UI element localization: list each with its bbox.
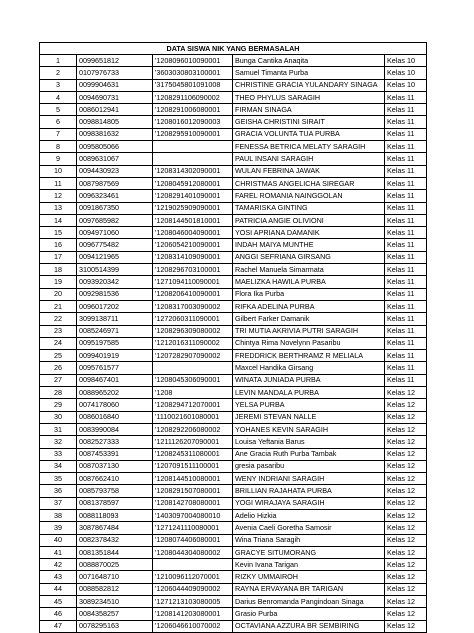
table-row [40, 141, 427, 153]
class-cell: Kelas 11 [385, 153, 427, 165]
student-name-cell: RAYNA ERVAYANA BR TARIGAN [233, 583, 385, 595]
table-row [40, 251, 427, 263]
nik-cell: '1208291006080001 [153, 104, 233, 116]
nisn-cell: 0097685982 [77, 214, 153, 226]
class-cell: Kelas 12 [385, 559, 427, 571]
nik-cell: '1208045912080001 [153, 177, 233, 189]
nik-cell: '1208142708080001 [153, 497, 233, 509]
nisn-cell: 0084358257 [77, 608, 153, 620]
nisn-cell: 0087037130 [77, 460, 153, 472]
class-cell: Kelas 12 [385, 411, 427, 423]
nik-cell: '1208292206080002 [153, 423, 233, 435]
table-row [40, 91, 427, 103]
nik-cell: '1208245311080001 [153, 448, 233, 460]
row-number-cell: 27 [40, 374, 77, 386]
nik-cell: '1271094110090001 [153, 276, 233, 288]
nik-cell: '3603030803100001 [153, 67, 233, 79]
class-cell: Kelas 12 [385, 522, 427, 534]
student-name-cell: FIRMAN SINAGA [233, 104, 385, 116]
class-cell: Kelas 12 [385, 448, 427, 460]
row-number-cell: 45 [40, 596, 77, 608]
student-name-cell: Maxcel Handika Girsang [233, 362, 385, 374]
student-name-cell: OCTAVIANA AZZURA BR SEMBIRING [233, 620, 385, 632]
nisn-cell: 0091867350 [77, 202, 153, 214]
class-cell: Kelas 12 [385, 546, 427, 558]
table-row [40, 350, 427, 362]
class-cell: Kelas 10 [385, 55, 427, 67]
table-row [40, 374, 427, 386]
row-number-cell: 31 [40, 423, 77, 435]
row-number-cell: 29 [40, 399, 77, 411]
row-number-cell: 32 [40, 436, 77, 448]
student-name-cell: YOGI WIRAJAYA SARAGIH [233, 497, 385, 509]
class-cell: Kelas 12 [385, 608, 427, 620]
student-name-cell: LEVIN MANDALA PURBA [233, 387, 385, 399]
table-row [40, 497, 427, 509]
nik-cell: '1210096112070001 [153, 571, 233, 583]
class-cell: Kelas 11 [385, 325, 427, 337]
table-row [40, 473, 427, 485]
row-number-cell: 15 [40, 227, 77, 239]
student-name-cell: YOSI APRIANA DAMANIK [233, 227, 385, 239]
student-name-cell: YELSA PURBA [233, 399, 385, 411]
row-number-cell: 35 [40, 473, 77, 485]
row-number-cell: 2 [40, 67, 77, 79]
table-row [40, 399, 427, 411]
class-cell: Kelas 11 [385, 300, 427, 312]
row-number-cell: 21 [40, 300, 77, 312]
nisn-cell: 0092981536 [77, 288, 153, 300]
student-name-cell: TAMARISKA GINTING [233, 202, 385, 214]
class-cell: Kelas 11 [385, 116, 427, 128]
row-number-cell: 14 [40, 214, 77, 226]
row-number-cell: 42 [40, 559, 77, 571]
student-name-cell: JEREMI STEVAN NALLE [233, 411, 385, 423]
nisn-cell: 0098814805 [77, 116, 153, 128]
nisn-cell: 3089234510 [77, 596, 153, 608]
row-number-cell: 44 [40, 583, 77, 595]
nisn-cell: 0093920342 [77, 276, 153, 288]
nik-cell: '1206046610070002 [153, 620, 233, 632]
table-row [40, 436, 427, 448]
nisn-cell: 3100514399 [77, 264, 153, 276]
student-name-cell: PAUL INSANI SARAGIH [233, 153, 385, 165]
nik-cell: '1206044409090002 [153, 583, 233, 595]
nisn-cell: 0098381632 [77, 128, 153, 140]
class-cell: Kelas 12 [385, 387, 427, 399]
student-name-cell: RIFKA ADELINA PURBA [233, 300, 385, 312]
class-cell: Kelas 11 [385, 165, 427, 177]
nik-cell: '1208291507080001 [153, 485, 233, 497]
student-name-cell: FENESSA BETRICA MELATY SARAGIH [233, 141, 385, 153]
class-cell: Kelas 11 [385, 128, 427, 140]
student-name-cell: Avenia Caeli Goretha Samosir [233, 522, 385, 534]
class-cell: Kelas 12 [385, 583, 427, 595]
row-number-cell: 4 [40, 91, 77, 103]
table-row [40, 362, 427, 374]
row-number-cell: 6 [40, 116, 77, 128]
nisn-cell: 0088582812 [77, 583, 153, 595]
nisn-cell: 0082378432 [77, 534, 153, 546]
table-row [40, 534, 427, 546]
class-cell: Kelas 11 [385, 141, 427, 153]
table-row [40, 264, 427, 276]
student-name-cell: ANGGI SEFRIANA GIRSANG [233, 251, 385, 263]
student-name-cell: Darius Benromanda Pangindoan Sinaga [233, 596, 385, 608]
nik-cell: '1272060311090001 [153, 313, 233, 325]
nisn-cell: 0094430923 [77, 165, 153, 177]
student-name-cell: Flora Ika Purba [233, 288, 385, 300]
nik-cell [153, 141, 233, 153]
class-cell: Kelas 10 [385, 79, 427, 91]
table-row [40, 608, 427, 620]
nik-cell: '1271241110080001 [153, 522, 233, 534]
student-name-cell: WINATA JUNIADA PURBA [233, 374, 385, 386]
class-cell: Kelas 12 [385, 485, 427, 497]
row-number-cell: 30 [40, 411, 77, 423]
row-number-cell: 23 [40, 325, 77, 337]
class-cell: Kelas 12 [385, 473, 427, 485]
table-row [40, 571, 427, 583]
table-row [40, 485, 427, 497]
row-number-cell: 33 [40, 448, 77, 460]
nik-cell: '1208144501810001 [153, 214, 233, 226]
student-name-cell: Ane Gracia Ruth Purba Tambak [233, 448, 385, 460]
row-number-cell: 17 [40, 251, 77, 263]
nik-cell: '1207091511100001 [153, 460, 233, 472]
row-number-cell: 39 [40, 522, 77, 534]
nik-cell: '1208296309080002 [153, 325, 233, 337]
row-number-cell: 46 [40, 608, 77, 620]
student-name-cell: CHRISTINE GRACIA YULANDARY SINAGA [233, 79, 385, 91]
row-number-cell: 10 [40, 165, 77, 177]
student-name-cell: RIZKY UMMAIROH [233, 571, 385, 583]
class-cell: Kelas 11 [385, 214, 427, 226]
nik-cell: '1211126207090001 [153, 436, 233, 448]
class-cell: Kelas 11 [385, 374, 427, 386]
class-cell: Kelas 11 [385, 91, 427, 103]
nik-cell: '1403097004080010 [153, 509, 233, 521]
table-row [40, 313, 427, 325]
nisn-cell: 0099401919 [77, 350, 153, 362]
class-cell: Kelas 11 [385, 350, 427, 362]
nik-cell: '1208206410090001 [153, 288, 233, 300]
table-row [40, 227, 427, 239]
nisn-cell: 0086012941 [77, 104, 153, 116]
row-number-cell: 5 [40, 104, 77, 116]
table-row [40, 104, 427, 116]
nisn-cell: 0096017202 [77, 300, 153, 312]
row-number-cell: 34 [40, 460, 77, 472]
row-number-cell: 1 [40, 55, 77, 67]
nisn-cell: 0074178060 [77, 399, 153, 411]
nik-cell: '1208314109090001 [153, 251, 233, 263]
nisn-cell: 0088118093 [77, 509, 153, 521]
nisn-cell: 0107976733 [77, 67, 153, 79]
class-cell: Kelas 11 [385, 239, 427, 251]
nik-cell: '1208296703100001 [153, 264, 233, 276]
table-row [40, 559, 427, 571]
nisn-cell: 0099904631 [77, 79, 153, 91]
table-row [40, 190, 427, 202]
nik-cell: '1208045306090001 [153, 374, 233, 386]
class-cell: Kelas 12 [385, 460, 427, 472]
class-cell: Kelas 12 [385, 571, 427, 583]
nisn-cell: 0081351844 [77, 546, 153, 558]
student-name-cell: PATRICIA ANGIE OLIVIONI [233, 214, 385, 226]
nisn-cell: 0085246971 [77, 325, 153, 337]
table-row [40, 583, 427, 595]
nik-cell: '1208144510080001 [153, 473, 233, 485]
nik-cell: '1208096010090001 [153, 55, 233, 67]
row-number-cell: 25 [40, 350, 77, 362]
student-name-cell: Kevin Ivana Tarigan [233, 559, 385, 571]
table-row [40, 67, 427, 79]
row-number-cell: 28 [40, 387, 77, 399]
class-cell: Kelas 12 [385, 423, 427, 435]
nisn-cell: 0087987569 [77, 177, 153, 189]
nik-cell: '1208074406080001 [153, 534, 233, 546]
table-row [40, 509, 427, 521]
class-cell: Kelas 11 [385, 227, 427, 239]
nik-cell: '1208291401090001 [153, 190, 233, 202]
nik-cell: '1208016012090003 [153, 116, 233, 128]
nik-cell [153, 153, 233, 165]
student-name-cell: WENY INDRIANI SARAGIH [233, 473, 385, 485]
table-row [40, 79, 427, 91]
table-row [40, 128, 427, 140]
row-number-cell: 40 [40, 534, 77, 546]
table-row [40, 620, 427, 632]
row-number-cell: 37 [40, 497, 77, 509]
row-number-cell: 20 [40, 288, 77, 300]
nisn-cell: 0078295163 [77, 620, 153, 632]
nik-cell: '1110021601080001 [153, 411, 233, 423]
class-cell: Kelas 11 [385, 264, 427, 276]
nisn-cell: 0083990084 [77, 423, 153, 435]
row-number-cell: 41 [40, 546, 77, 558]
student-name-cell: Chintya Rima Novelynn Pasaribu [233, 337, 385, 349]
table-row [40, 596, 427, 608]
class-cell: Kelas 12 [385, 509, 427, 521]
student-name-cell: Grasio Purba [233, 608, 385, 620]
table-row [40, 546, 427, 558]
student-name-cell: TRI MUTIA AKRIVIA PUTRI SARAGIH [233, 325, 385, 337]
class-cell: Kelas 12 [385, 497, 427, 509]
row-number-cell: 18 [40, 264, 77, 276]
table-row [40, 411, 427, 423]
student-name-cell: Adelio Hizkia [233, 509, 385, 521]
nisn-cell: 0095805066 [77, 141, 153, 153]
nisn-cell: 0094971060 [77, 227, 153, 239]
nik-cell: '1208317003090002 [153, 300, 233, 312]
table-row [40, 423, 427, 435]
student-name-cell: GRACIA VOLUNTA TUA PURBA [233, 128, 385, 140]
nisn-cell: 0099651812 [77, 55, 153, 67]
student-name-cell: CHRISTMAS ANGELICHA SIREGAR [233, 177, 385, 189]
class-cell: Kelas 11 [385, 362, 427, 374]
nisn-cell: 0081378597 [77, 497, 153, 509]
student-name-cell: GEISHA CHRISTINI SIRAIT [233, 116, 385, 128]
table-row [40, 522, 427, 534]
class-cell: Kelas 10 [385, 67, 427, 79]
class-cell: Kelas 12 [385, 620, 427, 632]
table-row [40, 460, 427, 472]
table-row [40, 116, 427, 128]
class-cell: Kelas 11 [385, 276, 427, 288]
student-name-cell: Bunga Cantika Anaqita [233, 55, 385, 67]
student-name-cell: Rachel Manuela Simarmata [233, 264, 385, 276]
nik-cell: '1219025909090001 [153, 202, 233, 214]
nik-cell: '1212016311090002 [153, 337, 233, 349]
table-row [40, 300, 427, 312]
row-number-cell: 12 [40, 190, 77, 202]
nisn-cell: 0095761577 [77, 362, 153, 374]
row-number-cell: 43 [40, 571, 77, 583]
nik-cell: '1207282907090002 [153, 350, 233, 362]
student-name-cell: FAREL ROMANIA NAINGGOLAN [233, 190, 385, 202]
nisn-cell: 3087867484 [77, 522, 153, 534]
row-number-cell: 38 [40, 509, 77, 521]
nik-cell: '1208141203080001 [153, 608, 233, 620]
student-name-cell: Samuel Timanta Purba [233, 67, 385, 79]
table-row [40, 55, 427, 67]
student-name-cell: Gilbert Farker Damanik [233, 313, 385, 325]
class-cell: Kelas 11 [385, 202, 427, 214]
table-row [40, 325, 427, 337]
nisn-cell: 0086016840 [77, 411, 153, 423]
class-cell: Kelas 12 [385, 534, 427, 546]
class-cell: Kelas 11 [385, 190, 427, 202]
class-cell: Kelas 12 [385, 436, 427, 448]
class-cell: Kelas 11 [385, 177, 427, 189]
nik-cell [153, 362, 233, 374]
nisn-cell: 0085793758 [77, 485, 153, 497]
nik-cell: '1208314302090001 [153, 165, 233, 177]
row-number-cell: 13 [40, 202, 77, 214]
nisn-cell: 0098467401 [77, 374, 153, 386]
table-row [40, 448, 427, 460]
table-row [40, 202, 427, 214]
row-number-cell: 22 [40, 313, 77, 325]
student-nik-table [39, 42, 427, 633]
row-number-cell: 19 [40, 276, 77, 288]
student-name-cell: FREDDRICK BERTHRAMZ R MELIALA [233, 350, 385, 362]
class-cell: Kelas 12 [385, 399, 427, 411]
student-name-cell: YOHANES KEVIN SARAGIH [233, 423, 385, 435]
row-number-cell: 24 [40, 337, 77, 349]
student-name-cell: gresia pasaribu [233, 460, 385, 472]
table-row [40, 337, 427, 349]
class-cell: Kelas 11 [385, 313, 427, 325]
student-name-cell: WULAN FEBRINA JAWAK [233, 165, 385, 177]
nik-cell [153, 559, 233, 571]
class-cell: Kelas 11 [385, 251, 427, 263]
table-row [40, 239, 427, 251]
nisn-cell: 0096775482 [77, 239, 153, 251]
table-row [40, 177, 427, 189]
row-number-cell: 11 [40, 177, 77, 189]
row-number-cell: 26 [40, 362, 77, 374]
nik-cell: '3175045801091008 [153, 79, 233, 91]
student-name-cell: BRILLIAN RAJAHATA PURBA [233, 485, 385, 497]
nisn-cell: 0094121965 [77, 251, 153, 263]
row-number-cell: 7 [40, 128, 77, 140]
student-name-cell: INDAH MAIYA MUNTHE [233, 239, 385, 251]
nik-cell: '1271213103080005 [153, 596, 233, 608]
nik-cell: '1206054210090001 [153, 239, 233, 251]
nisn-cell: 0087453391 [77, 448, 153, 460]
table-title: DATA SISWA NIK YANG BERMASALAH [40, 43, 427, 55]
nik-cell: '1208294712070001 [153, 399, 233, 411]
nik-cell: '1208291106090002 [153, 91, 233, 103]
nisn-cell: 0088965202 [77, 387, 153, 399]
nik-cell: '1208046004090001 [153, 227, 233, 239]
nisn-cell: 0087662410 [77, 473, 153, 485]
class-cell: Kelas 11 [385, 288, 427, 300]
nisn-cell: 0088870025 [77, 559, 153, 571]
row-number-cell: 8 [40, 141, 77, 153]
spreadsheet [39, 42, 427, 633]
class-cell: Kelas 11 [385, 104, 427, 116]
nisn-cell: 0096323461 [77, 190, 153, 202]
row-number-cell: 3 [40, 79, 77, 91]
table-row [40, 387, 427, 399]
nik-cell: '1208044304080002 [153, 546, 233, 558]
nik-cell: '1208 [153, 387, 233, 399]
row-number-cell: 36 [40, 485, 77, 497]
class-cell: Kelas 11 [385, 337, 427, 349]
row-number-cell: 16 [40, 239, 77, 251]
nik-cell: '1208295910090001 [153, 128, 233, 140]
table-row [40, 276, 427, 288]
nisn-cell: 3099138711 [77, 313, 153, 325]
nisn-cell: 0094690731 [77, 91, 153, 103]
nisn-cell: 0095197585 [77, 337, 153, 349]
table-row [40, 165, 427, 177]
table-body [40, 55, 427, 633]
nisn-cell: 0082527333 [77, 436, 153, 448]
table-row [40, 214, 427, 226]
table-row [40, 288, 427, 300]
row-number-cell: 47 [40, 620, 77, 632]
student-name-cell: GRACYE SITUMORANG [233, 546, 385, 558]
table-row [40, 153, 427, 165]
class-cell: Kelas 12 [385, 596, 427, 608]
row-number-cell: 9 [40, 153, 77, 165]
student-name-cell: Louisa Yeftania Barus [233, 436, 385, 448]
student-name-cell: MAELIZKA HAWILA PURBA [233, 276, 385, 288]
nisn-cell: 0089631067 [77, 153, 153, 165]
nisn-cell: 0071648710 [77, 571, 153, 583]
student-name-cell: Wina Triana Saragih [233, 534, 385, 546]
student-name-cell: THEO PHYLUS SARAGIH [233, 91, 385, 103]
